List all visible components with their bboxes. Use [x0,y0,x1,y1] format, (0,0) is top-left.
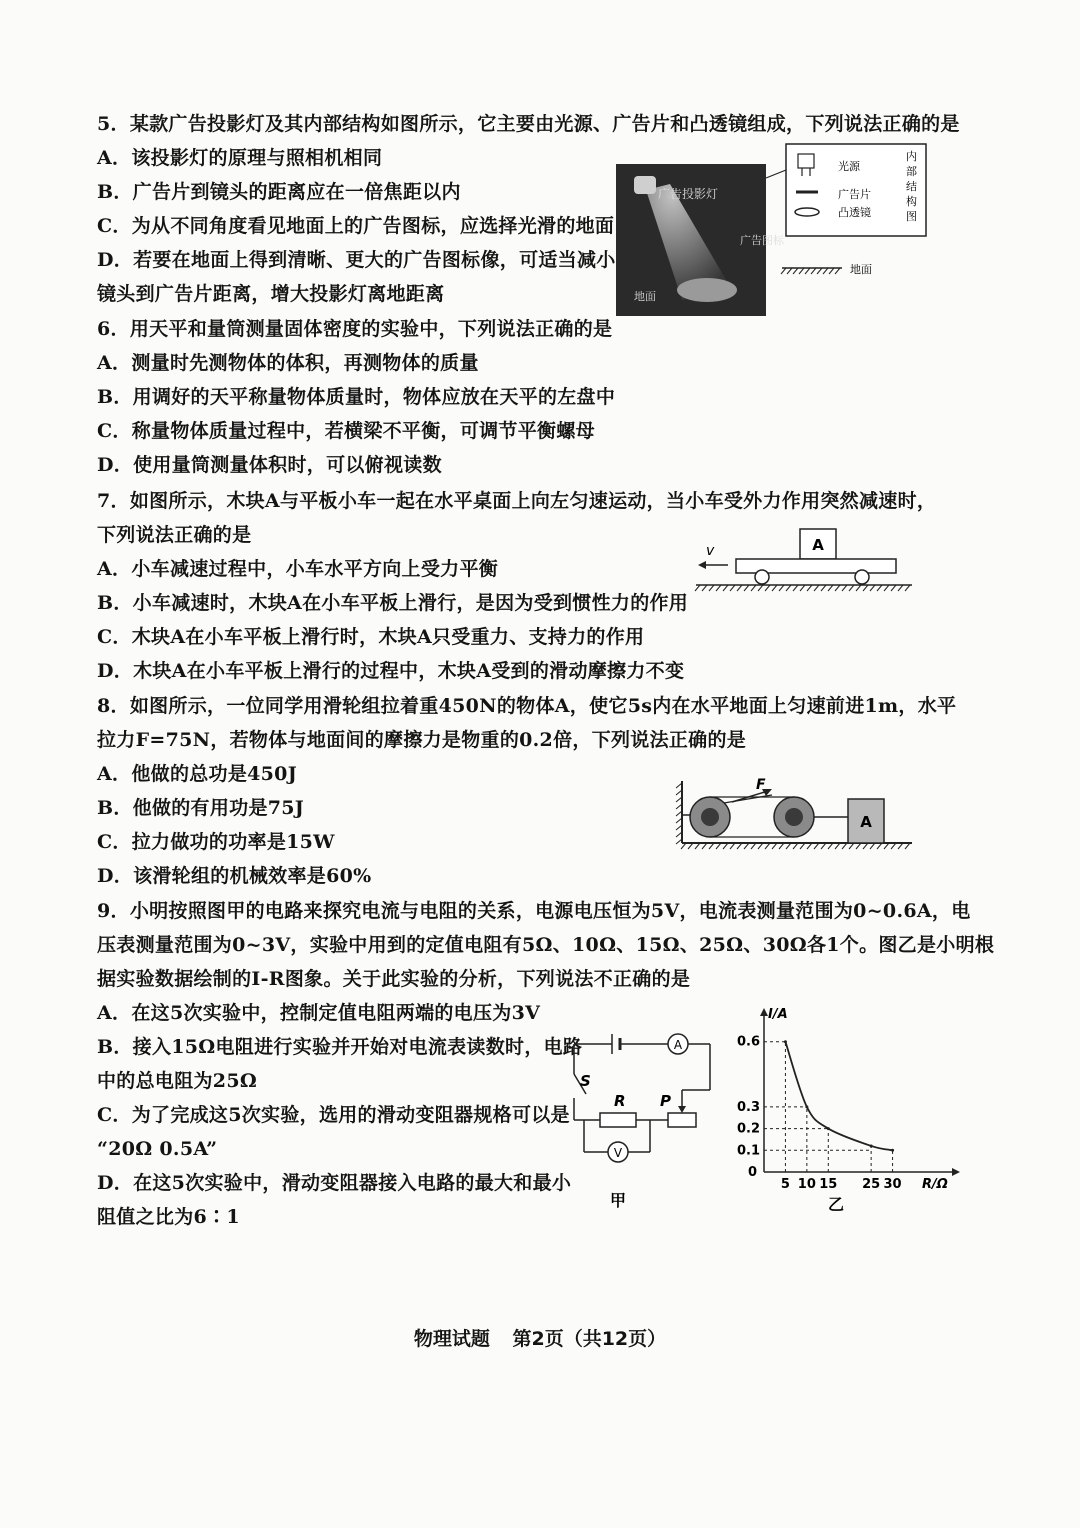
data-point [805,1105,808,1108]
question-6-stem: 6．用天平和量筒测量固体密度的实验中，下列说法正确的是 [97,318,613,340]
photo-floor-label: 地面 [634,290,656,303]
question-5-option-b[interactable]: B．广告片到镜头的距离应在一倍焦距以内 [97,181,461,203]
ammeter-label: A [673,1038,683,1052]
side-label: 内部结构图 [906,150,917,223]
movable-pulley-hub [785,808,803,826]
rope [724,795,772,803]
question-9-option-b[interactable]: B．接入15Ω电阻进行实验并开始对电流表读数时，电路 [97,1036,583,1058]
question-8-option-a[interactable]: A．他做的总功是450J [97,763,297,785]
slider-arrowhead [678,1106,686,1113]
question-8-stem-cont: 拉力F=75N，若物体与地面间的摩擦力是物重的0.2倍，下列说法正确的是 [97,729,747,751]
projector-lamp-icon [634,176,656,194]
photo-pattern-label: 广告图标 [740,234,784,247]
projected-pattern [677,278,737,302]
question-9-option-b-cont: 中的总电阻为25Ω [97,1070,258,1092]
question-5-option-d[interactable]: D．若要在地面上得到清晰、更大的广告图标像，可适当减小 [97,249,616,271]
ground-hatch [781,268,840,274]
question-5-option-a[interactable]: A．该投影灯的原理与照相机相同 [97,147,383,169]
question-9-option-c[interactable]: C．为了完成这5次实验，选用的滑动变阻器规格可以是 [97,1104,570,1126]
question-7-option-c[interactable]: C．木块A在小车平板上滑行时，木块A只受重力、支持力的作用 [97,626,645,648]
chart-caption: 乙 [827,1195,845,1214]
data-point [784,1040,787,1043]
question-6-option-d[interactable]: D．使用量筒测量体积时，可以俯视读数 [97,454,442,476]
data-point [891,1149,894,1152]
y-axis-label: I/A [768,1007,788,1022]
data-point [870,1144,873,1147]
projector-figure [612,140,932,318]
velocity-label: v [706,543,715,559]
block-a-label: A [812,536,824,554]
force-label: F [756,777,766,793]
question-7-option-a[interactable]: A．小车减速过程中，小车水平方向上受力平衡 [97,558,499,580]
x-axis-label: R/Ω [922,1177,948,1192]
question-7-stem-cont: 下列说法正确的是 [97,524,252,546]
footer-subject: 物理试题 [413,1328,490,1350]
question-9-option-a[interactable]: A．在这5次实验中，控制定值电阻两端的电压为3V [97,1002,541,1024]
y-tick-label: 0.3 [736,1099,760,1115]
question-5-option-c[interactable]: C．为从不同角度看见地面上的广告图标，应选择光滑的地面 [97,215,615,237]
question-8-option-d[interactable]: D．该滑轮组的机械效率是60% [97,865,372,887]
cart-figure [690,525,918,607]
question-8-option-c[interactable]: C．拉力做功的功率是15W [97,831,335,853]
data-point [827,1127,830,1130]
legend-lens: 凸透镜 [838,206,871,219]
footer-page: 第2页（共12页） [512,1328,667,1350]
question-7-option-b[interactable]: B．小车减速时，木块A在小车平板上滑行，是因为受到惯性力的作用 [97,592,689,614]
table-hatch [695,585,910,591]
y-tick-label: 0.1 [736,1143,760,1159]
ir-chart [728,1006,960,1218]
x-axis-arrowhead [952,1168,960,1176]
ground-label: 地面 [850,263,872,276]
question-8-stem: 8．如图所示，一位同学用滑轮组拉着重450N的物体A，使它5s内在水平地面上匀速前进1m，水平 [97,695,957,717]
question-5-stem: 5．某款广告投影灯及其内部结构如图所示，它主要由光源、广告片和凸透镜组成，下列说法正确的是 [97,113,960,135]
pulley-figure [672,777,918,855]
question-6-option-a[interactable]: A．测量时先测物体的体积，再测物体的质量 [97,352,479,374]
x-tick-label: 30 [883,1177,902,1192]
block-a-label: A [860,813,872,831]
question-8-option-b[interactable]: B．他做的有用功是75J [97,797,305,819]
switch-label: S [580,1072,591,1090]
question-6-option-c[interactable]: C．称量物体质量过程中，若横梁不平衡，可调节平衡螺母 [97,420,595,442]
legend-slide: 广告片 [838,188,871,201]
question-9-stem-cont-1: 压表测量范围为0~3V，实验中用到的定值电阻有5Ω、10Ω、15Ω、25Ω、30Ω各1个。图乙是小明根 [97,934,995,956]
origin-label: 0 [748,1165,758,1180]
resistor-label: R [614,1092,626,1110]
resistor [600,1113,636,1127]
question-9-option-d[interactable]: D．在这5次实验中，滑动变阻器接入电路的最大和最小 [97,1172,572,1194]
page-footer [0,1324,1080,1351]
question-7-stem: 7．如图所示，木块A与平板小车一起在水平桌面上向左匀速运动，当小车受外力作用突然减速时， [97,490,937,512]
y-tick-label: 0.2 [736,1121,760,1137]
y-axis-arrowhead [760,1008,768,1016]
circuit-figure [560,1022,730,1218]
question-6-option-b[interactable]: B．用调好的天平称量物体质量时，物体应放在天平的左盘中 [97,386,616,408]
photo-projector-label: 广告投影灯 [658,187,719,201]
rheostat-label: P [660,1092,671,1110]
x-tick-label: 5 [780,1177,790,1192]
question-9-option-c-cont: “20Ω 0.5A” [97,1138,218,1160]
chart-guides [764,1042,893,1172]
circuit-caption: 甲 [609,1191,627,1210]
question-9-stem: 9．小明按照图甲的电路来探究电流与电阻的关系，电源电压恒为5V，电流表测量范围为0~0.6A，电 [97,900,971,922]
x-tick-label: 25 [862,1177,881,1192]
question-5-option-d-cont: 镜头到广告片距离，增大投影灯离地距离 [97,283,445,305]
x-tick-label: 10 [797,1177,816,1192]
cart-wheel [755,570,769,584]
question-9-stem-cont-2: 据实验数据绘制的I-R图象。关于此实验的分析，下列说法不正确的是 [97,968,691,990]
question-9-option-d-cont: 阻值之比为6∶1 [97,1206,240,1228]
x-tick-label: 15 [819,1177,838,1192]
fixed-pulley-hub [701,808,719,826]
y-tick-label: 0.6 [736,1034,760,1050]
callout-line [766,170,786,178]
legend-light-source: 光源 [838,160,860,173]
velocity-arrowhead [698,561,706,569]
voltmeter-label: V [613,1146,623,1160]
cart-wheel [855,570,869,584]
series-line [785,1042,892,1151]
question-7-option-d[interactable]: D．木块A在小车平板上滑行的过程中，木块A受到的滑动摩擦力不变 [97,660,685,682]
rheostat [668,1113,696,1127]
